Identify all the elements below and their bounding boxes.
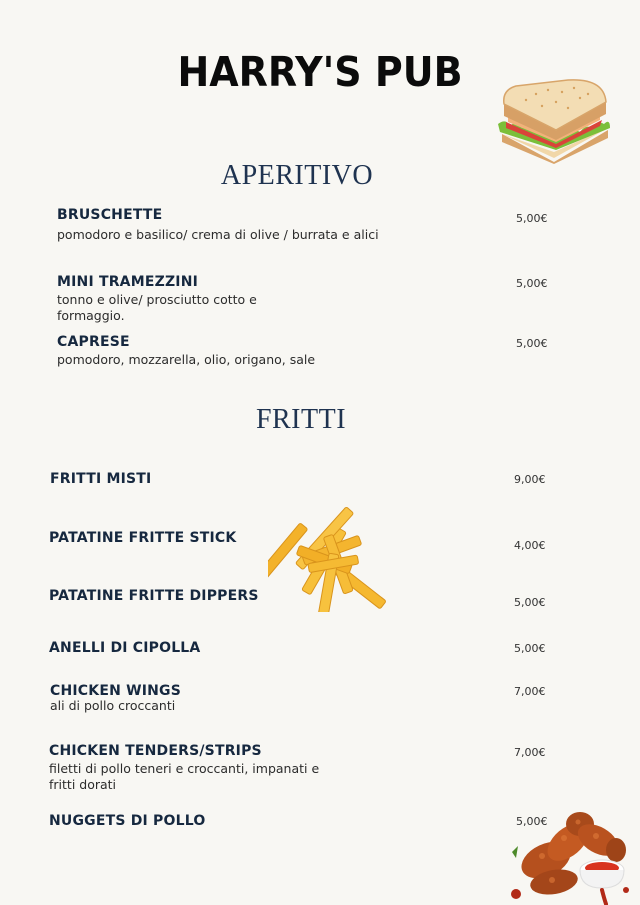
menu-item-price: 5,00€ bbox=[514, 642, 546, 655]
page-title: HARRY'S PUB bbox=[177, 48, 463, 96]
menu-item-price: 4,00€ bbox=[514, 539, 546, 552]
menu-item-name: CAPRESE bbox=[57, 334, 130, 350]
menu-item-name: NUGGETS DI POLLO bbox=[49, 813, 206, 829]
menu-item-name: PATATINE FRITTE DIPPERS bbox=[49, 588, 259, 604]
menu-item-description: tonno e olive/ prosciutto cotto e formaggio. bbox=[57, 292, 257, 323]
menu-item-description: filetti di pollo teneri e croccanti, impanati e fritti dorati bbox=[49, 761, 320, 792]
menu-item-price: 5,00€ bbox=[514, 596, 546, 609]
fries-icon bbox=[268, 506, 386, 612]
menu-item-name: BRUSCHETTE bbox=[57, 207, 163, 223]
menu-item-price: 7,00€ bbox=[514, 685, 546, 698]
menu-item-price: 5,00€ bbox=[516, 277, 548, 290]
menu-item-name: CHICKEN TENDERS/STRIPS bbox=[49, 743, 262, 759]
menu-item-price: 5,00€ bbox=[516, 212, 548, 225]
menu-item-name: PATATINE FRITTE STICK bbox=[49, 530, 237, 546]
section-title-aperitivo: APERITIVO bbox=[220, 160, 374, 191]
menu-item-description: pomodoro e basilico/ crema di olive / burrata e alici bbox=[57, 227, 379, 242]
menu-item-price: 9,00€ bbox=[514, 473, 546, 486]
menu-item-description: ali di pollo croccanti bbox=[50, 698, 176, 713]
menu-item-price: 7,00€ bbox=[514, 746, 546, 759]
menu-item-name: MINI TRAMEZZINI bbox=[57, 274, 199, 290]
menu-item-name: ANELLI DI CIPOLLA bbox=[49, 640, 201, 656]
menu-item-description: pomodoro, mozzarella, olio, origano, sale bbox=[57, 352, 316, 367]
chicken-wings-icon bbox=[506, 806, 634, 905]
menu-item-price: 5,00€ bbox=[516, 815, 548, 828]
section-title-fritti: FRITTI bbox=[255, 404, 347, 435]
sandwich-icon bbox=[496, 78, 612, 164]
menu-item-price: 5,00€ bbox=[516, 337, 548, 350]
menu-item-name: FRITTI MISTI bbox=[50, 471, 152, 487]
menu-item-name: CHICKEN WINGS bbox=[50, 683, 182, 699]
